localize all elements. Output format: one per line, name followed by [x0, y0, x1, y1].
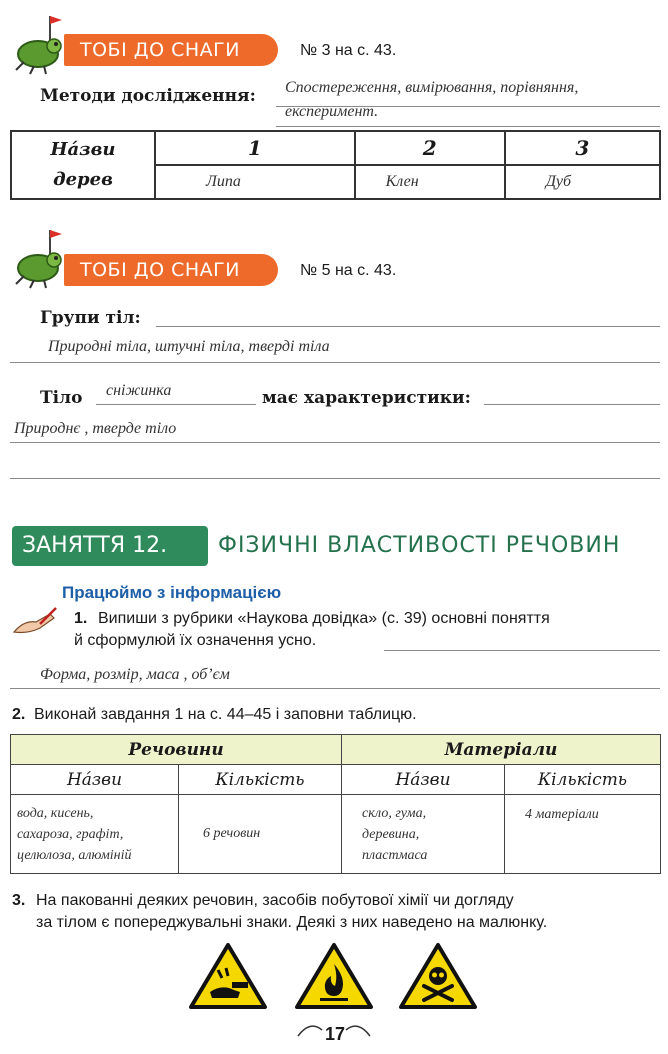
- count-header: Кількість: [179, 765, 342, 795]
- has-characteristics-label: має характеристики:: [262, 388, 471, 408]
- answer-line: [384, 650, 660, 651]
- substance-count-cell: 6 речовин: [179, 795, 342, 874]
- task1-answer: Форма, розмір, маса , об’єм: [40, 666, 230, 683]
- substances-table: [10, 734, 661, 874]
- tree-cell: Дуб: [505, 165, 660, 199]
- materials-header: Матеріали: [342, 735, 661, 765]
- body-answer: сніжинка: [106, 382, 172, 399]
- substance-names-line: сахароза, графіт,: [17, 826, 124, 842]
- characteristics-answer: Природнє , тверде тіло: [14, 420, 177, 437]
- substance-names-cell: [11, 795, 179, 874]
- task2-number: 2.: [12, 706, 26, 723]
- names-header: Нáзви: [342, 765, 505, 795]
- answer-line: [10, 362, 660, 363]
- count-header: Кількість: [505, 765, 661, 795]
- substance-names-line: вода, кисень,: [17, 805, 94, 821]
- methods-answer-line1: Спостереження, вимірювання, порівняння,: [285, 79, 579, 96]
- names-header: Нáзви: [11, 765, 179, 795]
- answer-line: [156, 326, 660, 327]
- tree-cell: Клен: [355, 165, 505, 199]
- substance-names-line: целюлоза, алюміній: [17, 847, 132, 863]
- body-label: Тіло: [40, 388, 83, 408]
- column-number: 2: [355, 131, 505, 165]
- trees-table: [10, 130, 661, 200]
- lesson-title: ФІЗИЧНІ ВЛАСТИВОСТІ РЕЧОВИН: [218, 533, 621, 558]
- answer-line: [10, 478, 660, 479]
- task2-text: Виконай завдання 1 на с. 44–45 і заповни таблицю.: [34, 706, 417, 723]
- answer-line: [276, 126, 660, 127]
- bug-mascot-icon: [10, 12, 70, 82]
- tree-cell: Липа: [155, 165, 355, 199]
- material-names-line: пластмаса: [362, 847, 428, 863]
- task-reference: № 5 на с. 43.: [300, 262, 397, 279]
- answer-line: [10, 688, 660, 689]
- task1-text-line1: Випиши з рубрики «Наукова довідка» (с. 39) основні поняття: [98, 610, 550, 627]
- toxic-hazard-icon: [398, 942, 478, 1015]
- writing-hand-icon: [10, 606, 58, 636]
- groups-answer: Природні тіла, штучні тіла, тверді тіла: [48, 338, 330, 355]
- column-number: 3: [505, 131, 660, 165]
- tobi-do-snahy-banner: ТОБІ ДО СНАГИ: [64, 254, 278, 286]
- column-number: 1: [155, 131, 355, 165]
- corrosive-hazard-icon: [188, 942, 268, 1015]
- methods-answer-line2: експеримент.: [285, 103, 379, 120]
- trees-header-cell: [11, 131, 155, 199]
- tobi-do-snahy-banner: ТОБІ ДО СНАГИ: [64, 34, 278, 66]
- task3-number: 3.: [12, 892, 26, 909]
- material-names-line: скло, гума,: [362, 805, 427, 821]
- answer-line: [484, 404, 660, 405]
- task3-text-line1: На пакованні деяких речовин, засобів побутової хімії чи догляду: [36, 892, 514, 909]
- flammable-hazard-icon: [294, 942, 374, 1015]
- bug-mascot-icon: [10, 226, 70, 296]
- substances-header: Речовини: [11, 735, 342, 765]
- lesson-badge: ЗАНЯТТЯ 12.: [12, 526, 208, 566]
- answer-line: [10, 442, 660, 443]
- task1-text-line2: й сформулюй їх означення усно.: [74, 632, 317, 649]
- subheading: Працюймо з інформацією: [62, 583, 282, 602]
- groups-label: Групи тіл:: [40, 308, 141, 328]
- task-reference: № 3 на с. 43.: [300, 42, 397, 59]
- answer-line: [96, 404, 256, 405]
- header-label-names: Нáзви: [50, 139, 116, 160]
- material-names-line: деревина,: [362, 826, 420, 842]
- task3-text-line2: за тілом є попереджувальні знаки. Деякі з них наведено на малюнку.: [36, 914, 548, 931]
- material-count-cell: 4 матеріали: [505, 795, 661, 874]
- page-number: 17: [324, 1024, 346, 1044]
- task1-number: 1.: [74, 610, 88, 627]
- header-label-trees: дерев: [53, 169, 113, 190]
- material-names-cell: [342, 795, 505, 874]
- methods-label: Методи дослідження:: [40, 86, 256, 106]
